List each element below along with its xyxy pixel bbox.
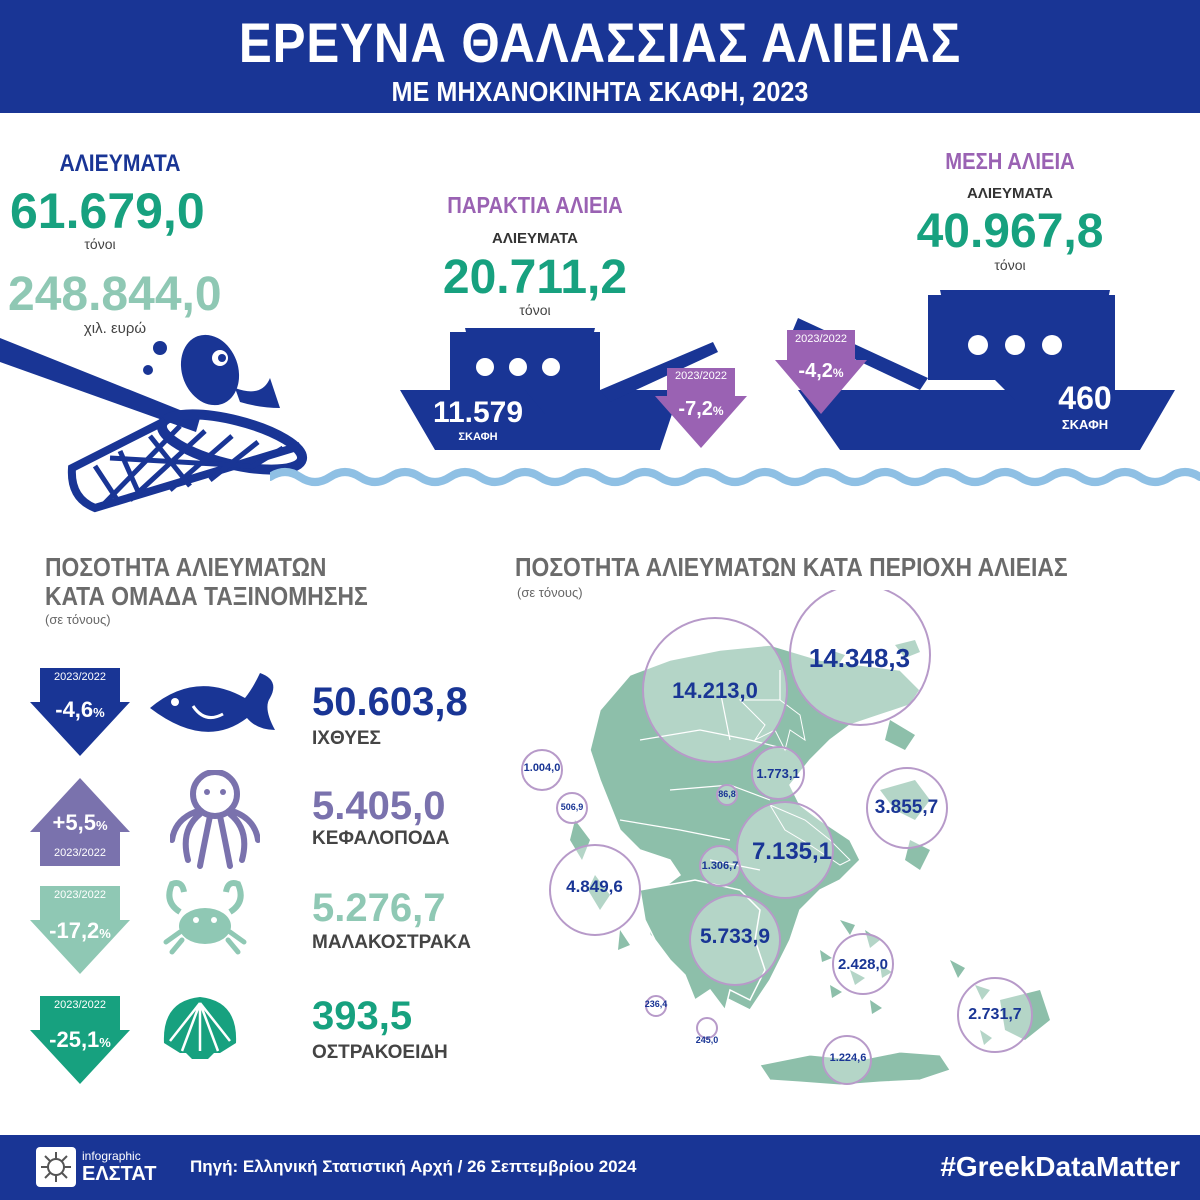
header-banner: [0, 0, 1200, 113]
brand-line2: ΕΛΣΤΑΤ: [82, 1163, 157, 1185]
medium-change-period: 2023/2022: [795, 333, 847, 345]
source-text: Πηγή: Ελληνική Στατιστική Αρχή / 26 Σεπτεμβρίου 2024: [190, 1157, 637, 1176]
map-area-label: 3.855,7: [874, 797, 939, 818]
cephalopods-change: +5,5%: [52, 810, 108, 835]
map-area-label: 236,4: [644, 999, 668, 1009]
medium-vessels: 460: [1058, 380, 1112, 416]
groups-title-line1: ΠΟΣΟΤΗΤΑ ΑΛΙΕΥΜΑΤΩΝ: [45, 552, 327, 582]
totals-tons-unit: τόνοι: [84, 236, 116, 252]
crustaceans-value: 5.276,7: [312, 886, 446, 930]
crustaceans-change-period: 2023/2022: [54, 889, 106, 901]
totals-label: ΑΛΙΕΥΜΑΤΑ: [59, 150, 181, 177]
coastal-vessels-label: ΣΚΑΦΗ: [458, 431, 498, 443]
fish-name: ΙΧΘΥΕΣ: [312, 728, 381, 749]
fishing-net-icon: [0, 318, 310, 518]
fish-value: 50.603,8: [312, 680, 468, 724]
coastal-vessels: 11.579: [432, 396, 524, 429]
sea-wave-icon: [270, 462, 1200, 492]
totals-value-unit: χιλ. ευρώ: [83, 320, 147, 337]
map-area-label: 506,9: [560, 802, 584, 812]
shellfish-change-period: 2023/2022: [54, 999, 106, 1011]
coastal-change-period: 2023/2022: [675, 370, 727, 382]
map-area-label: 1.773,1: [756, 766, 800, 781]
map-area-label: 5.733,9: [699, 925, 771, 948]
medium-catch-label: ΑΛΙΕΥΜΑΤΑ: [967, 185, 1053, 202]
shellfish-value: 393,5: [312, 994, 413, 1038]
shell-icon: [160, 995, 240, 1060]
groups-unit: (σε τόνους): [45, 612, 111, 627]
cephalopods-value: 5.405,0: [312, 784, 446, 828]
map-area-label: 2.428,0: [837, 956, 889, 973]
cephalopods-name: ΚΕΦΑΛΟΠΟΔΑ: [312, 828, 450, 849]
groups-title-line2: ΚΑΤΑ ΟΜΑΔΑ ΤΑΞΙΝΟΜΗΣΗΣ: [45, 581, 368, 611]
map-area-label: 245,0: [695, 1035, 719, 1045]
page-title: ΕΡΕΥΝΑ ΘΑΛΑΣΣΙΑΣ ΑΛΙΕΙΑΣ: [238, 11, 962, 74]
crustaceans-change: -17,2%: [49, 918, 111, 943]
hashtag: #GreekDataMatter: [940, 1151, 1180, 1182]
map-area-label: 14.348,3: [808, 643, 911, 673]
fish-change: -4,6%: [55, 697, 105, 722]
coastal-tons: 20.711,2: [442, 251, 628, 304]
shellfish-change: -25,1%: [49, 1027, 111, 1052]
octopus-icon: [170, 770, 260, 870]
elstat-logo: [36, 1147, 76, 1187]
coastal-catch-label: ΑΛΙΕΥΜΑΤΑ: [492, 230, 578, 247]
coastal-tons-unit: τόνοι: [519, 302, 551, 318]
brand-line1: infographic: [82, 1149, 141, 1163]
map-area-label: 1.224,6: [829, 1052, 867, 1064]
medium-vessels-label: ΣΚΑΦΗ: [1061, 417, 1109, 432]
crustaceans-name: ΜΑΛΑΚΟΣΤΡΑΚΑ: [312, 932, 472, 953]
map-area-label: 1.306,7: [701, 860, 739, 872]
map-unit: (σε τόνους): [517, 585, 583, 600]
fish-icon: [145, 668, 280, 748]
map-area-label: 86,8: [718, 789, 736, 799]
elstat-logo-icon: [36, 1147, 76, 1187]
coastal-change: -7,2%: [678, 398, 724, 420]
page-subtitle: ΜΕ ΜΗΧΑΝΟΚΙΝΗΤΑ ΣΚΑΦΗ, 2023: [391, 76, 809, 107]
map-title: ΠΟΣΟΤΗΤΑ ΑΛΙΕΥΜΑΤΩΝ ΚΑΤΑ ΠΕΡΙΟΧΗ ΑΛΙΕΙΑΣ: [515, 552, 1068, 582]
medium-tons: 40.967,8: [916, 205, 1104, 258]
medium-label: ΜΕΣΗ ΑΛΙΕΙΑ: [945, 148, 1075, 174]
medium-change: -4,2%: [798, 360, 844, 382]
cephalopods-change-period: 2023/2022: [54, 847, 106, 859]
totals-value: 248.844,0: [8, 268, 222, 321]
shellfish-name: ΟΣΤΡΑΚΟΕΙΔΗ: [312, 1042, 448, 1063]
map-area-label: 4.849,6: [566, 877, 623, 896]
map-area-label: 2.731,7: [968, 1006, 1022, 1023]
map-area-label: 14.213,0: [672, 678, 758, 703]
map-area-label: 7.135,1: [751, 838, 833, 865]
medium-tons-unit: τόνοι: [994, 257, 1026, 273]
totals-tons: 61.679,0: [10, 183, 205, 239]
footer-banner: [0, 1135, 1200, 1200]
fish-change-period: 2023/2022: [54, 671, 106, 683]
crab-icon: [160, 872, 250, 957]
map-area-label: 1.004,0: [523, 762, 561, 774]
coastal-label: ΠΑΡΑΚΤΙΑ ΑΛΙΕΙΑ: [447, 192, 623, 218]
